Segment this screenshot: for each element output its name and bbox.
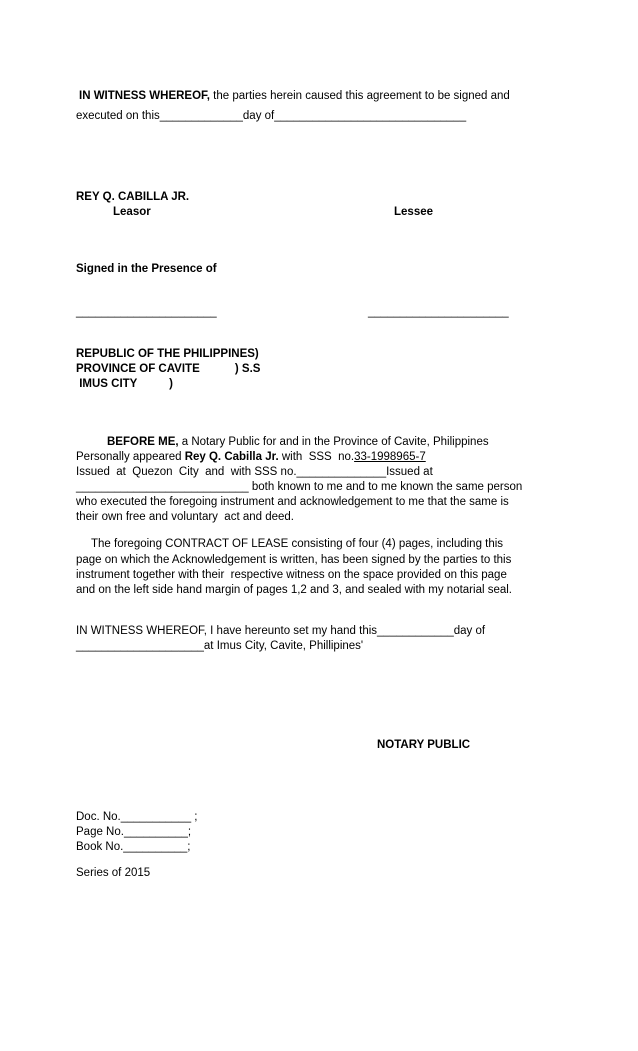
sss-blank: ______________: [296, 466, 387, 478]
ack-line-3-text: Issued at Quezon City and with SSS no.: [76, 466, 297, 478]
witness-paragraph-line-1: [79, 91, 510, 103]
before-me-heading: BEFORE ME,: [107, 436, 179, 448]
lease-para-line-4: and on the left side hand margin of pages 1,2 and 3, and sealed with my notarial seal.: [76, 584, 513, 596]
sss-number: 33-1998965-7: [354, 451, 426, 463]
doc-number: Doc. No.___________ ;: [76, 811, 198, 823]
lessor-name: REY Q. CABILLA JR.: [76, 191, 190, 203]
lease-para-line-3: instrument together with their respective witness on the space provided on this page: [76, 569, 507, 581]
page-number: Page No.__________;: [76, 826, 192, 838]
ack-line-4: ___________________________ both known to me and to me known the same person: [76, 481, 523, 493]
lessor-label: Leasor: [113, 206, 151, 218]
appearing-party-name: Rey Q. Cabilla Jr.: [184, 451, 279, 463]
venue-city: IMUS CITY ): [76, 378, 173, 390]
ack-line-2-text: Personally appeared: [76, 451, 185, 463]
lessee-label: Lessee: [394, 206, 434, 218]
lease-para-line-2: page on which the Acknowledgement is written, has been signed by the parties to this: [76, 554, 512, 566]
witness-text: the parties herein caused this agreement to be signed and: [209, 90, 510, 102]
venue-republic: REPUBLIC OF THE PHILIPPINES): [76, 348, 259, 360]
series-year: Series of 2015: [76, 867, 151, 879]
notary-witness-line-1: IN WITNESS WHEREOF, I have hereunto set my hand this____________day of: [76, 625, 486, 637]
notary-witness-line-2: ____________________at Imus City, Cavite, Phillipines': [76, 640, 364, 652]
witness-heading: IN WITNESS WHEREOF,: [79, 90, 210, 102]
notary-public-label: NOTARY PUBLIC: [377, 739, 471, 751]
book-number: Book No.__________;: [76, 841, 191, 853]
witness-signature-line-left: ______________________: [76, 306, 217, 318]
witness-signature-line-right: ______________________: [368, 306, 509, 318]
venue-province: PROVINCE OF CAVITE ) S.S: [76, 363, 261, 375]
ack-line-6: their own free and voluntary act and deed.: [76, 511, 295, 523]
ack-line-3: [76, 467, 433, 479]
witness-paragraph-line-2: executed on this_____________day of______________________________: [76, 110, 467, 122]
ack-line-2-text-b: with SSS no.: [278, 451, 355, 463]
lease-para-line-1: The foregoing CONTRACT OF LEASE consisting of four (4) pages, including this: [91, 538, 504, 550]
ack-line-1: [107, 437, 489, 449]
ack-line-5: who executed the foregoing instrument and acknowledgement to me that the same is: [76, 496, 509, 508]
ack-line-3-text-b: Issued at: [386, 466, 433, 478]
ack-line-2: [76, 452, 426, 464]
presence-heading: Signed in the Presence of: [76, 263, 217, 275]
ack-line-1-text: a Notary Public for and in the Province of Cavite, Philippines: [178, 436, 489, 448]
